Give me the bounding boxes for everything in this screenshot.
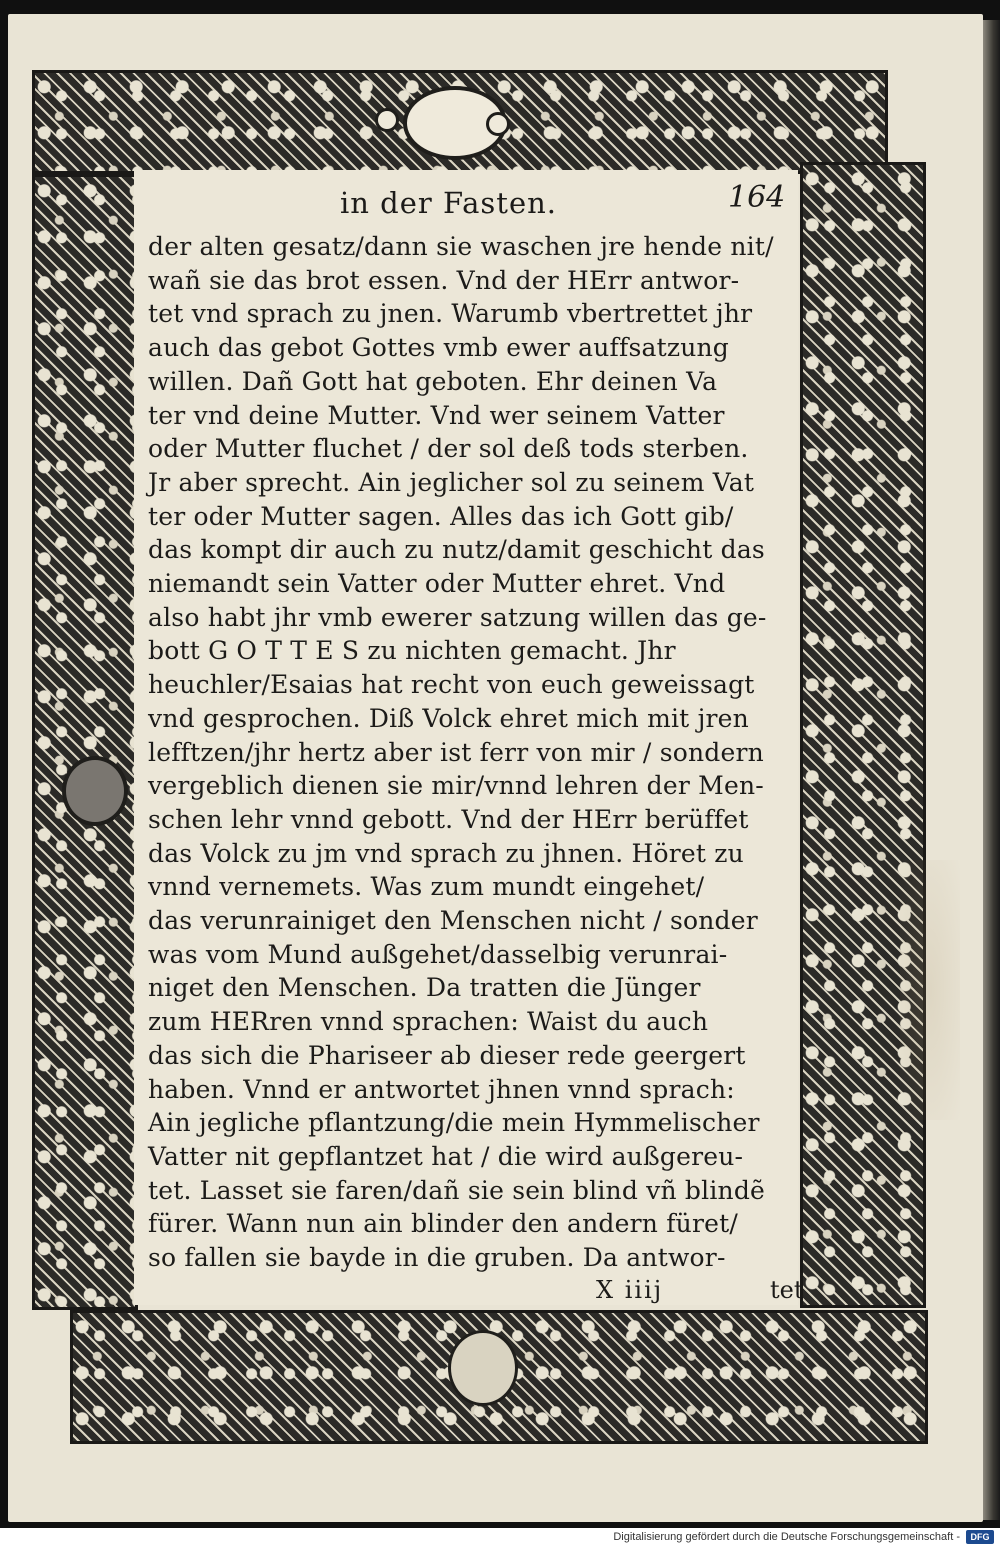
text-line: wañ sie das brot essen. Vnd der HErr antwor- bbox=[148, 265, 740, 295]
text-line: tet. Lasset sie faren/dañ sie sein blind vñ blindẽ bbox=[148, 1175, 766, 1205]
text-line: haben. Vnnd er antwortet jhnen vnnd sprach: bbox=[148, 1074, 735, 1104]
text-line: zum HERren vnnd sprachen: Waist du auch bbox=[148, 1007, 709, 1037]
text-line: der alten gesatz/dann sie waschen jre hende nit/ bbox=[148, 232, 774, 261]
text-line: also habt jhr vmb ewerer satzung willen das ge- bbox=[148, 602, 767, 632]
text-line: das Volck zu jm vnd sprach zu jhnen. Höret zu bbox=[148, 838, 744, 868]
text-line: willen. Dañ Gott hat geboten. Ehr deinen Va bbox=[148, 366, 718, 396]
text-line: vergeblich dienen sie mir/vnnd lehren der Men- bbox=[148, 771, 764, 801]
body-text bbox=[148, 230, 808, 1275]
paper-stain bbox=[900, 860, 960, 1120]
footer-credit: Digitalisierung gefördert durch die Deutsche Forschungsgemeinschaft - bbox=[613, 1531, 960, 1543]
border-oval-ornament bbox=[62, 756, 128, 826]
running-head: in der Fasten. bbox=[340, 186, 558, 220]
text-line: heuchler/Esaias hat recht von euch geweissagt bbox=[148, 670, 755, 700]
text-line: tet vnd sprach zu jnen. Warumb vbertrettet jhr bbox=[148, 299, 753, 329]
text-line: schen lehr vnnd gebott. Vnd der HErr berüffet bbox=[148, 804, 749, 834]
border-ornament-dot bbox=[375, 108, 399, 132]
text-line: fürer. Wann nun ain blinder den andern füret/ bbox=[148, 1209, 738, 1239]
text-line: lefftzen/jhr hertz aber ist ferr von mir / sondern bbox=[148, 737, 764, 767]
text-line: ter oder Mutter sagen. Alles das ich Gott gib/ bbox=[148, 501, 734, 531]
text-line: auch das gebot Gottes vmb ewer auffsatzung bbox=[148, 333, 730, 363]
border-ornament-dot bbox=[486, 112, 510, 136]
page-edge bbox=[983, 20, 1000, 1520]
text-line: Vatter nit gepflantzet hat / die wird außgereu- bbox=[148, 1141, 744, 1171]
text-line: vnnd vernemets. Was zum mundt eingehet/ bbox=[148, 872, 705, 902]
text-line: bott G O T T E S zu nichten gemacht. Jhr bbox=[148, 636, 676, 666]
text-line: das verunrainiget den Menschen nicht / sonder bbox=[148, 906, 758, 936]
text-line: was vom Mund außgehet/dasselbig verunrai- bbox=[148, 939, 728, 969]
text-line: das sich die Phariseer ab dieser rede geergert bbox=[148, 1040, 746, 1070]
text-line: niemandt sein Vatter oder Mutter ehret. Vnd bbox=[148, 569, 726, 599]
text-line: Jr aber sprecht. Ain jeglicher sol zu seinem Vat bbox=[148, 467, 755, 497]
text-line: vnd gesprochen. Diß Volck ehret mich mit jren bbox=[148, 703, 749, 733]
border-face-medallion bbox=[448, 1330, 518, 1406]
text-line: das kompt dir auch zu nutz/damit geschicht das bbox=[148, 535, 765, 565]
woodcut-border-left bbox=[32, 174, 138, 1310]
text-line: niget den Menschen. Da tratten die Jünger bbox=[148, 973, 701, 1003]
woodcut-border-right bbox=[800, 162, 926, 1308]
text-line: ter vnd deine Mutter. Vnd wer seinem Vatter bbox=[148, 400, 725, 430]
dfg-logo: DFG bbox=[966, 1530, 994, 1544]
signature-mark: X iiij bbox=[596, 1276, 664, 1304]
catchword: tet bbox=[770, 1276, 804, 1304]
text-line: oder Mutter fluchet / der sol deß tods sterben. bbox=[148, 434, 749, 464]
page-number: 164 bbox=[728, 180, 786, 215]
text-line: Ain jegliche pflantzung/die mein Hymmelischer bbox=[148, 1108, 760, 1138]
text-line: so fallen sie bayde in die gruben. Da antwor- bbox=[148, 1243, 726, 1273]
